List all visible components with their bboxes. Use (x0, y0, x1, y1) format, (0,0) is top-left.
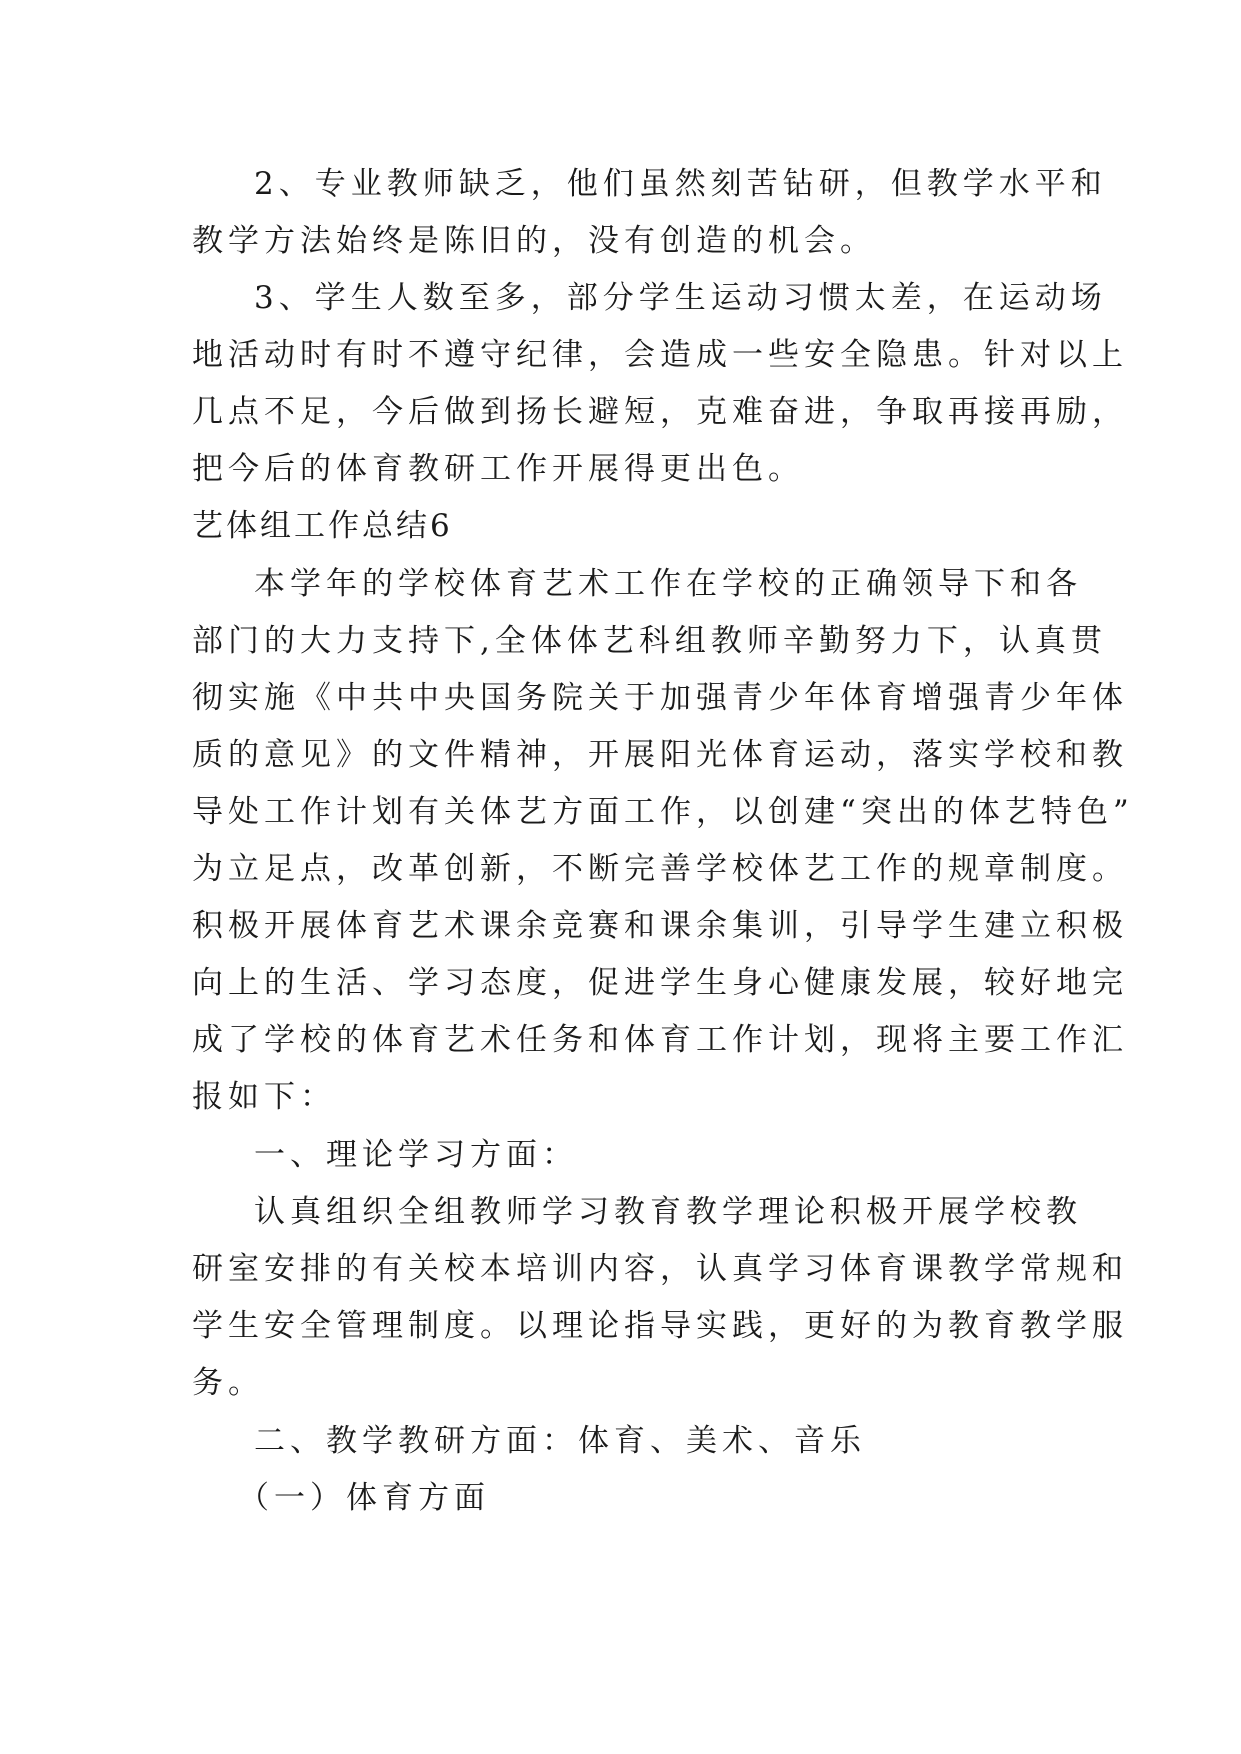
paragraph-line: 成了学校的体育艺术任务和体育工作计划，现将主要工作汇 (192, 1022, 1128, 1058)
subsection-heading: 一、理论学习方面： (254, 1137, 578, 1173)
section-heading: 艺体组工作总结6 (192, 508, 453, 544)
paragraph-line: 研室安排的有关校本培训内容，认真学习体育课教学常规和 (192, 1251, 1128, 1287)
paragraph-line: 报如下： (192, 1079, 336, 1115)
paragraph-line: 部门的大力支持下,全体体艺科组教师辛勤努力下，认真贯 (192, 623, 1107, 659)
paragraph-line: 质的意见》的文件精神，开展阳光体育运动，落实学校和教 (192, 737, 1128, 773)
paragraph-line: 向上的生活、学习态度，促进学生身心健康发展，较好地完 (192, 965, 1128, 1001)
paragraph-line: 为立足点，改革创新，不断完善学校体艺工作的规章制度。 (192, 851, 1128, 887)
paragraph-line: 积极开展体育艺术课余竞赛和课余集训，引导学生建立积极 (192, 908, 1128, 944)
paragraph-line: 导处工作计划有关体艺方面工作，以创建“突出的体艺特色” (192, 794, 1134, 830)
paragraph-line: 2、专业教师缺乏，他们虽然刻苦钻研，但教学水平和 (254, 166, 1107, 202)
subsection-heading: （一）体育方面 (238, 1480, 490, 1516)
paragraph-line: 把今后的体育教研工作开展得更出色。 (192, 451, 804, 487)
paragraph-line: 认真组织全组教师学习教育教学理论积极开展学校教 (254, 1194, 1082, 1230)
paragraph-line: 务。 (192, 1365, 264, 1401)
paragraph-line: 地活动时有时不遵守纪律，会造成一些安全隐患。针对以上 (192, 337, 1128, 373)
paragraph-line: 本学年的学校体育艺术工作在学校的正确领导下和各 (254, 566, 1082, 602)
paragraph-line: 教学方法始终是陈旧的，没有创造的机会。 (192, 223, 876, 259)
paragraph-line: 3、学生人数至多，部分学生运动习惯太差，在运动场 (254, 280, 1107, 316)
subsection-heading: 二、教学教研方面：体育、美术、音乐 (254, 1423, 866, 1459)
paragraph-line: 彻实施《中共中央国务院关于加强青少年体育增强青少年体 (192, 680, 1128, 716)
paragraph-line: 学生安全管理制度。以理论指导实践，更好的为教育教学服 (192, 1308, 1128, 1344)
paragraph-line: 几点不足，今后做到扬长避短，克难奋进，争取再接再励， (192, 394, 1128, 430)
